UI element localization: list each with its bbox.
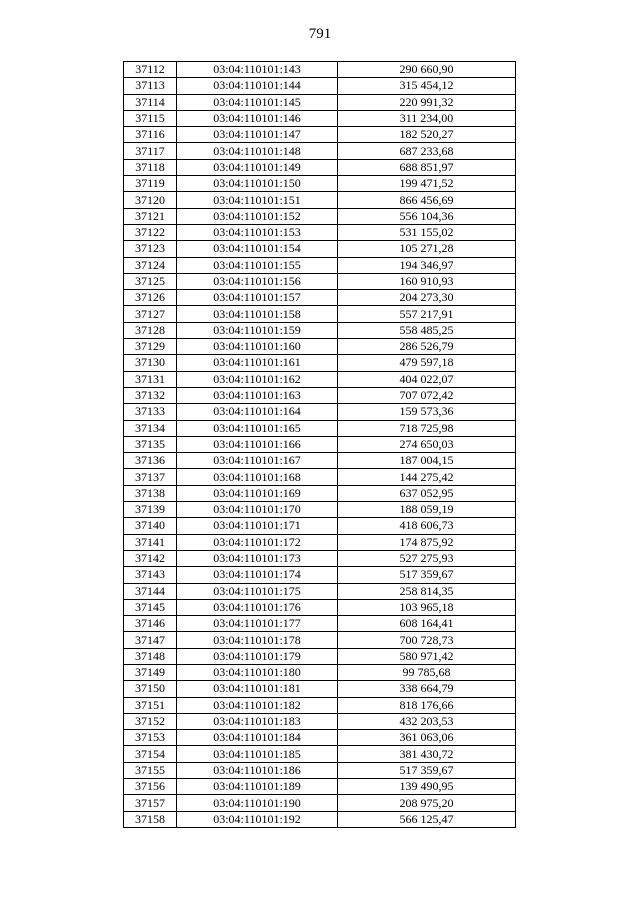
cadastral-number-cell: 03:04:110101:166 xyxy=(177,436,338,452)
value-cell: 361 063,06 xyxy=(338,730,516,746)
cadastral-number-cell: 03:04:110101:158 xyxy=(177,306,338,322)
row-number-cell: 37143 xyxy=(124,567,177,583)
value-cell: 199 471,52 xyxy=(338,176,516,192)
cadastral-number-cell: 03:04:110101:149 xyxy=(177,159,338,175)
row-number-cell: 37120 xyxy=(124,192,177,208)
value-cell: 139 490,95 xyxy=(338,779,516,795)
value-cell: 866 456,69 xyxy=(338,192,516,208)
row-number-cell: 37130 xyxy=(124,355,177,371)
table-row xyxy=(124,208,516,224)
cadastral-number-cell: 03:04:110101:161 xyxy=(177,355,338,371)
row-number-cell: 37142 xyxy=(124,550,177,566)
row-number-cell: 37140 xyxy=(124,518,177,534)
table-row xyxy=(124,387,516,403)
table-row xyxy=(124,257,516,273)
cadastral-number-cell: 03:04:110101:162 xyxy=(177,371,338,387)
row-number-cell: 37117 xyxy=(124,143,177,159)
row-number-cell: 37114 xyxy=(124,94,177,110)
value-cell: 338 664,79 xyxy=(338,681,516,697)
row-number-cell: 37112 xyxy=(124,62,177,78)
cadastral-number-cell: 03:04:110101:159 xyxy=(177,322,338,338)
value-cell: 707 072,42 xyxy=(338,387,516,403)
row-number-cell: 37156 xyxy=(124,779,177,795)
cadastral-number-cell: 03:04:110101:169 xyxy=(177,485,338,501)
cadastral-number-cell: 03:04:110101:143 xyxy=(177,62,338,78)
cadastral-number-cell: 03:04:110101:155 xyxy=(177,257,338,273)
cadastral-number-cell: 03:04:110101:186 xyxy=(177,762,338,778)
value-cell: 182 520,27 xyxy=(338,127,516,143)
row-number-cell: 37138 xyxy=(124,485,177,501)
table-row xyxy=(124,811,516,827)
cadastral-number-cell: 03:04:110101:152 xyxy=(177,208,338,224)
value-cell: 818 176,66 xyxy=(338,697,516,713)
data-table xyxy=(123,61,516,828)
row-number-cell: 37157 xyxy=(124,795,177,811)
cadastral-number-cell: 03:04:110101:170 xyxy=(177,502,338,518)
cadastral-number-cell: 03:04:110101:173 xyxy=(177,550,338,566)
table-row xyxy=(124,110,516,126)
cadastral-number-cell: 03:04:110101:178 xyxy=(177,632,338,648)
row-number-cell: 37134 xyxy=(124,420,177,436)
row-number-cell: 37147 xyxy=(124,632,177,648)
value-cell: 688 851,97 xyxy=(338,159,516,175)
table-row xyxy=(124,664,516,680)
cadastral-number-cell: 03:04:110101:167 xyxy=(177,453,338,469)
row-number-cell: 37116 xyxy=(124,127,177,143)
cadastral-number-cell: 03:04:110101:148 xyxy=(177,143,338,159)
value-cell: 557 217,91 xyxy=(338,306,516,322)
table-row xyxy=(124,322,516,338)
cadastral-number-cell: 03:04:110101:183 xyxy=(177,713,338,729)
table-row xyxy=(124,176,516,192)
table-row xyxy=(124,746,516,762)
value-cell: 404 022,07 xyxy=(338,371,516,387)
value-cell: 517 359,67 xyxy=(338,762,516,778)
table-row xyxy=(124,78,516,94)
table-row xyxy=(124,583,516,599)
table-row xyxy=(124,681,516,697)
cadastral-number-cell: 03:04:110101:146 xyxy=(177,110,338,126)
table-row xyxy=(124,339,516,355)
cadastral-number-cell: 03:04:110101:164 xyxy=(177,404,338,420)
cadastral-number-cell: 03:04:110101:168 xyxy=(177,469,338,485)
table-row xyxy=(124,127,516,143)
cadastral-number-cell: 03:04:110101:160 xyxy=(177,339,338,355)
value-cell: 418 606,73 xyxy=(338,518,516,534)
cadastral-number-cell: 03:04:110101:182 xyxy=(177,697,338,713)
row-number-cell: 37121 xyxy=(124,208,177,224)
table-row xyxy=(124,62,516,78)
table-row xyxy=(124,632,516,648)
row-number-cell: 37125 xyxy=(124,273,177,289)
value-cell: 479 597,18 xyxy=(338,355,516,371)
table-row xyxy=(124,469,516,485)
cadastral-number-cell: 03:04:110101:175 xyxy=(177,583,338,599)
row-number-cell: 37122 xyxy=(124,224,177,240)
cadastral-number-cell: 03:04:110101:192 xyxy=(177,811,338,827)
row-number-cell: 37150 xyxy=(124,681,177,697)
table-row xyxy=(124,616,516,632)
value-cell: 311 234,00 xyxy=(338,110,516,126)
row-number-cell: 37137 xyxy=(124,469,177,485)
cadastral-number-cell: 03:04:110101:172 xyxy=(177,534,338,550)
value-cell: 99 785,68 xyxy=(338,664,516,680)
row-number-cell: 37126 xyxy=(124,290,177,306)
value-cell: 144 275,42 xyxy=(338,469,516,485)
value-cell: 687 233,68 xyxy=(338,143,516,159)
row-number-cell: 37132 xyxy=(124,387,177,403)
value-cell: 517 359,67 xyxy=(338,567,516,583)
cadastral-number-cell: 03:04:110101:171 xyxy=(177,518,338,534)
table-row xyxy=(124,779,516,795)
table-row xyxy=(124,159,516,175)
row-number-cell: 37129 xyxy=(124,339,177,355)
table-row xyxy=(124,502,516,518)
cadastral-number-cell: 03:04:110101:176 xyxy=(177,599,338,615)
table-row xyxy=(124,306,516,322)
table-row xyxy=(124,599,516,615)
row-number-cell: 37118 xyxy=(124,159,177,175)
row-number-cell: 37145 xyxy=(124,599,177,615)
value-cell: 194 346,97 xyxy=(338,257,516,273)
table-row xyxy=(124,355,516,371)
cadastral-number-cell: 03:04:110101:177 xyxy=(177,616,338,632)
value-cell: 290 660,90 xyxy=(338,62,516,78)
table-row xyxy=(124,192,516,208)
page-number: 791 xyxy=(308,26,332,42)
row-number-cell: 37128 xyxy=(124,322,177,338)
cadastral-number-cell: 03:04:110101:179 xyxy=(177,648,338,664)
table-row xyxy=(124,534,516,550)
row-number-cell: 37151 xyxy=(124,697,177,713)
value-cell: 105 271,28 xyxy=(338,241,516,257)
row-number-cell: 37152 xyxy=(124,713,177,729)
value-cell: 608 164,41 xyxy=(338,616,516,632)
cadastral-number-cell: 03:04:110101:190 xyxy=(177,795,338,811)
row-number-cell: 37131 xyxy=(124,371,177,387)
row-number-cell: 37155 xyxy=(124,762,177,778)
table-row xyxy=(124,371,516,387)
cadastral-number-cell: 03:04:110101:144 xyxy=(177,78,338,94)
value-cell: 208 975,20 xyxy=(338,795,516,811)
table-row xyxy=(124,713,516,729)
row-number-cell: 37141 xyxy=(124,534,177,550)
table-row xyxy=(124,518,516,534)
row-number-cell: 37115 xyxy=(124,110,177,126)
cadastral-number-cell: 03:04:110101:184 xyxy=(177,730,338,746)
cadastral-number-cell: 03:04:110101:181 xyxy=(177,681,338,697)
value-cell: 188 059,19 xyxy=(338,502,516,518)
cadastral-number-cell: 03:04:110101:151 xyxy=(177,192,338,208)
value-cell: 174 875,92 xyxy=(338,534,516,550)
row-number-cell: 37148 xyxy=(124,648,177,664)
table-row xyxy=(124,241,516,257)
cadastral-number-cell: 03:04:110101:163 xyxy=(177,387,338,403)
table-row xyxy=(124,453,516,469)
row-number-cell: 37144 xyxy=(124,583,177,599)
value-cell: 315 454,12 xyxy=(338,78,516,94)
table-row xyxy=(124,550,516,566)
cadastral-number-cell: 03:04:110101:156 xyxy=(177,273,338,289)
cadastral-number-cell: 03:04:110101:150 xyxy=(177,176,338,192)
row-number-cell: 37154 xyxy=(124,746,177,762)
table-row xyxy=(124,762,516,778)
value-cell: 160 910,93 xyxy=(338,273,516,289)
value-cell: 220 991,32 xyxy=(338,94,516,110)
row-number-cell: 37158 xyxy=(124,811,177,827)
row-number-cell: 37149 xyxy=(124,664,177,680)
value-cell: 187 004,15 xyxy=(338,453,516,469)
row-number-cell: 37139 xyxy=(124,502,177,518)
value-cell: 558 485,25 xyxy=(338,322,516,338)
table-row xyxy=(124,143,516,159)
table-row xyxy=(124,436,516,452)
table-row xyxy=(124,94,516,110)
row-number-cell: 37123 xyxy=(124,241,177,257)
row-number-cell: 37127 xyxy=(124,306,177,322)
table-row xyxy=(124,567,516,583)
value-cell: 258 814,35 xyxy=(338,583,516,599)
cadastral-number-cell: 03:04:110101:157 xyxy=(177,290,338,306)
cadastral-number-cell: 03:04:110101:189 xyxy=(177,779,338,795)
table-row xyxy=(124,485,516,501)
cadastral-number-cell: 03:04:110101:165 xyxy=(177,420,338,436)
value-cell: 204 273,30 xyxy=(338,290,516,306)
table-row xyxy=(124,795,516,811)
row-number-cell: 37133 xyxy=(124,404,177,420)
table-body xyxy=(124,62,516,828)
row-number-cell: 37136 xyxy=(124,453,177,469)
cadastral-number-cell: 03:04:110101:153 xyxy=(177,224,338,240)
value-cell: 103 965,18 xyxy=(338,599,516,615)
row-number-cell: 37113 xyxy=(124,78,177,94)
table-row xyxy=(124,224,516,240)
cadastral-number-cell: 03:04:110101:147 xyxy=(177,127,338,143)
table-row xyxy=(124,420,516,436)
table-row xyxy=(124,730,516,746)
cadastral-number-cell: 03:04:110101:154 xyxy=(177,241,338,257)
cadastral-number-cell: 03:04:110101:185 xyxy=(177,746,338,762)
value-cell: 556 104,36 xyxy=(338,208,516,224)
value-cell: 531 155,02 xyxy=(338,224,516,240)
value-cell: 700 728,73 xyxy=(338,632,516,648)
row-number-cell: 37135 xyxy=(124,436,177,452)
value-cell: 527 275,93 xyxy=(338,550,516,566)
table-row xyxy=(124,273,516,289)
value-cell: 286 526,79 xyxy=(338,339,516,355)
value-cell: 580 971,42 xyxy=(338,648,516,664)
row-number-cell: 37124 xyxy=(124,257,177,273)
value-cell: 566 125,47 xyxy=(338,811,516,827)
table-row xyxy=(124,648,516,664)
value-cell: 274 650,03 xyxy=(338,436,516,452)
value-cell: 637 052,95 xyxy=(338,485,516,501)
cadastral-number-cell: 03:04:110101:180 xyxy=(177,664,338,680)
table-row xyxy=(124,697,516,713)
cadastral-number-cell: 03:04:110101:174 xyxy=(177,567,338,583)
value-cell: 718 725,98 xyxy=(338,420,516,436)
row-number-cell: 37146 xyxy=(124,616,177,632)
value-cell: 432 203,53 xyxy=(338,713,516,729)
row-number-cell: 37119 xyxy=(124,176,177,192)
cadastral-number-cell: 03:04:110101:145 xyxy=(177,94,338,110)
table-row xyxy=(124,404,516,420)
value-cell: 381 430,72 xyxy=(338,746,516,762)
row-number-cell: 37153 xyxy=(124,730,177,746)
table-row xyxy=(124,290,516,306)
value-cell: 159 573,36 xyxy=(338,404,516,420)
